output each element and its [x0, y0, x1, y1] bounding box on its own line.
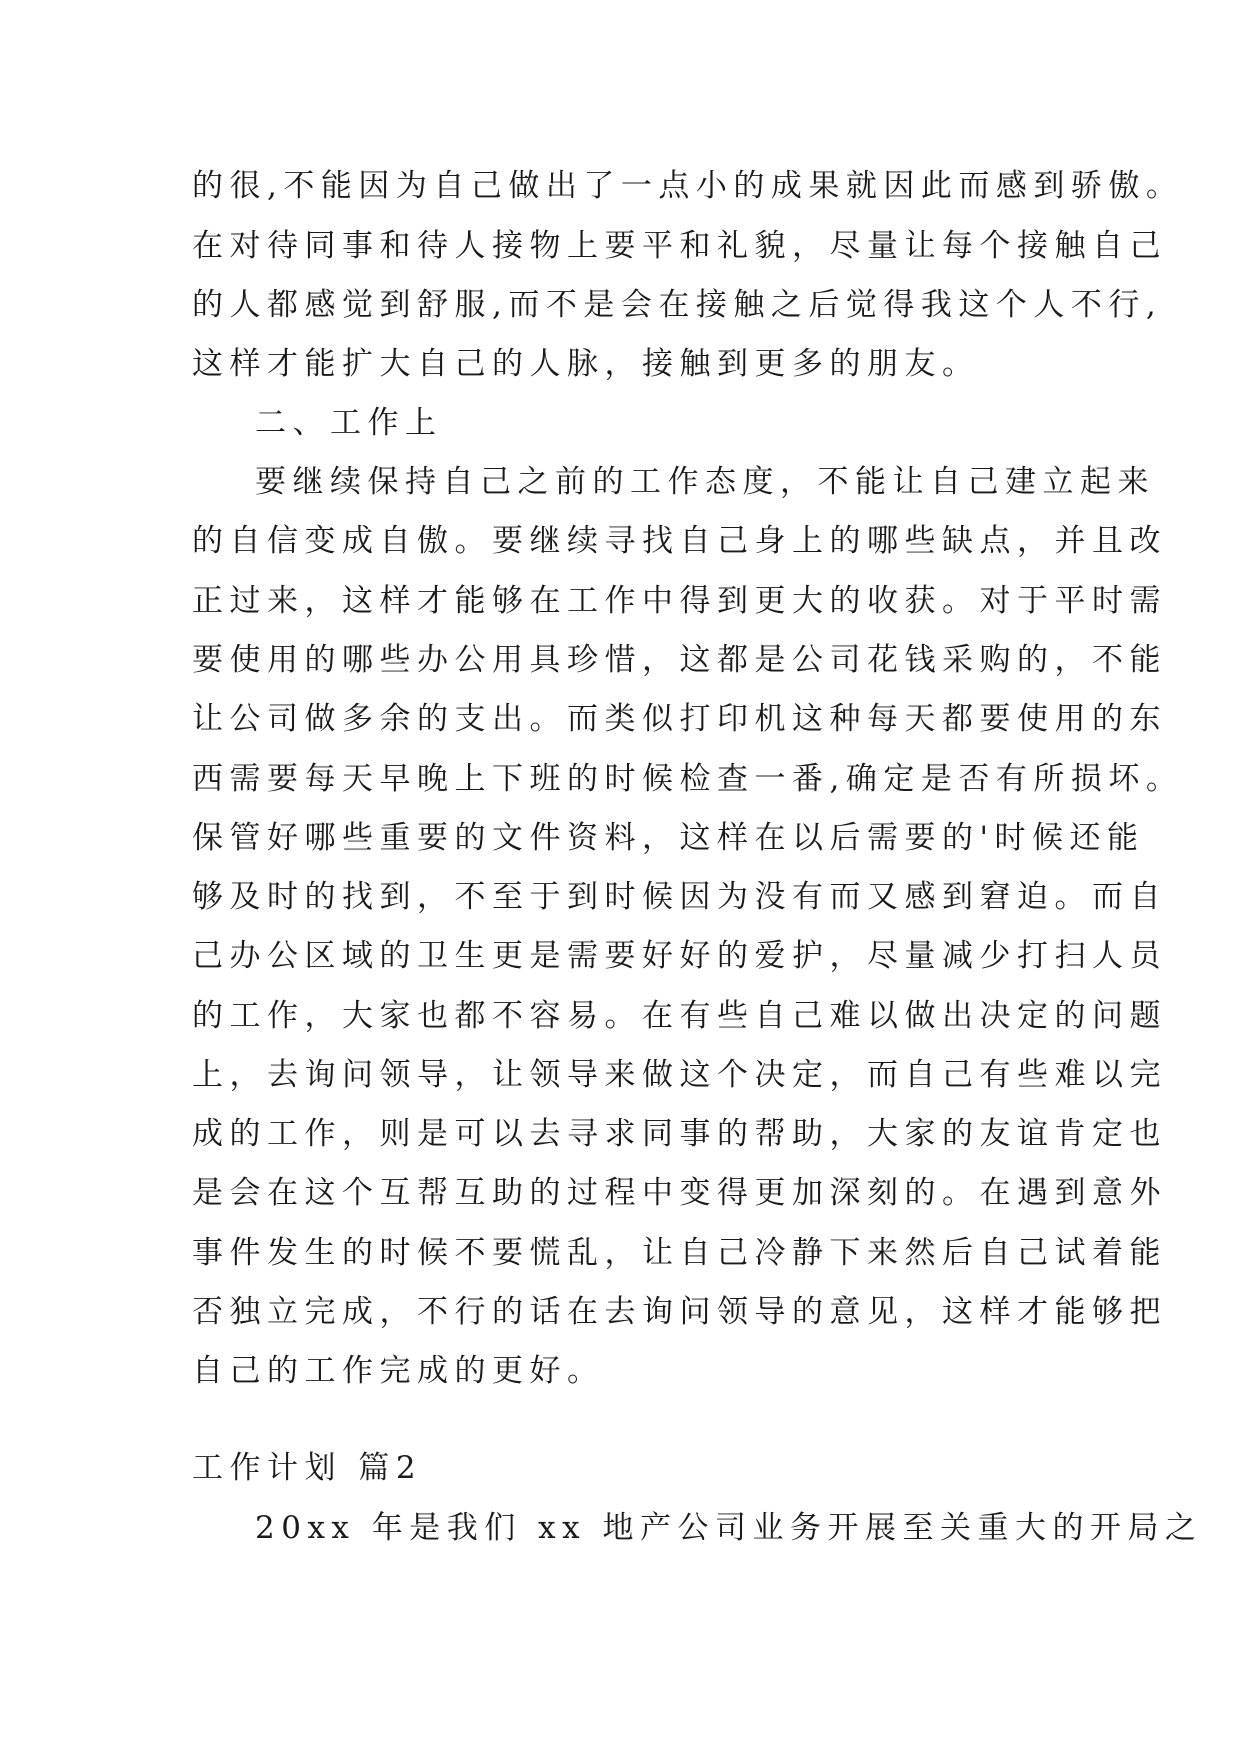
section-heading: 二、工作上: [255, 405, 443, 441]
paragraph-line: 成的工作，则是可以去寻求同事的帮助，大家的友谊肯定也: [192, 1116, 1167, 1152]
paragraph-line: 的人都感觉到舒服,而不是会在接触之后觉得我这个人不行,: [192, 287, 1163, 323]
paragraph-line: 否独立完成，不行的话在去询问领导的意见，这样才能够把: [192, 1294, 1167, 1330]
paragraph-line: 要使用的哪些办公用具珍惜，这都是公司花钱采购的，不能: [192, 642, 1167, 678]
paragraph-line: 要继续保持自己之前的工作态度，不能让自己建立起来: [255, 464, 1155, 500]
paragraph-line: 20xx 年是我们 xx 地产公司业务开展至关重大的开局之: [255, 1510, 1203, 1546]
paragraph-line: 让公司做多余的支出。而类似打印机这种每天都要使用的东: [192, 701, 1167, 737]
paragraph-line: 己办公区域的卫生更是需要好好的爱护，尽量减少打扫人员: [192, 938, 1167, 974]
paragraph-line: 的工作，大家也都不容易。在有些自己难以做出决定的问题: [192, 998, 1167, 1034]
paragraph-line: 的自信变成自傲。要继续寻找自己身上的哪些缺点，并且改: [192, 523, 1167, 559]
paragraph-line: 上，去询问领导，让领导来做这个决定，而自己有些难以完: [192, 1057, 1167, 1093]
paragraph-line: 是会在这个互帮互助的过程中变得更加深刻的。在遇到意外: [192, 1175, 1167, 1211]
paragraph-line: 在对待同事和待人接物上要平和礼貌，尽量让每个接触自己: [192, 228, 1167, 264]
paragraph-line: 保管好哪些重要的文件资料，这样在以后需要的'时候还能: [192, 820, 1145, 856]
paragraph-line: 自己的工作完成的更好。: [192, 1353, 605, 1389]
section-title: 工作计划 篇2: [192, 1450, 423, 1486]
paragraph-line: 够及时的找到，不至于到时候因为没有而又感到窘迫。而自: [192, 879, 1167, 915]
paragraph-line: 的很,不能因为自己做出了一点小的成果就因此而感到骄傲。: [192, 168, 1184, 204]
paragraph-line: 这样才能扩大自己的人脉，接触到更多的朋友。: [192, 346, 980, 382]
paragraph-line: 西需要每天早晚上下班的时候检查一番,确定是否有所损坏。: [192, 761, 1184, 797]
paragraph-line: 正过来，这样才能够在工作中得到更大的收获。对于平时需: [192, 583, 1167, 619]
paragraph-line: 事件发生的时候不要慌乱，让自己冷静下来然后自己试着能: [192, 1235, 1167, 1271]
